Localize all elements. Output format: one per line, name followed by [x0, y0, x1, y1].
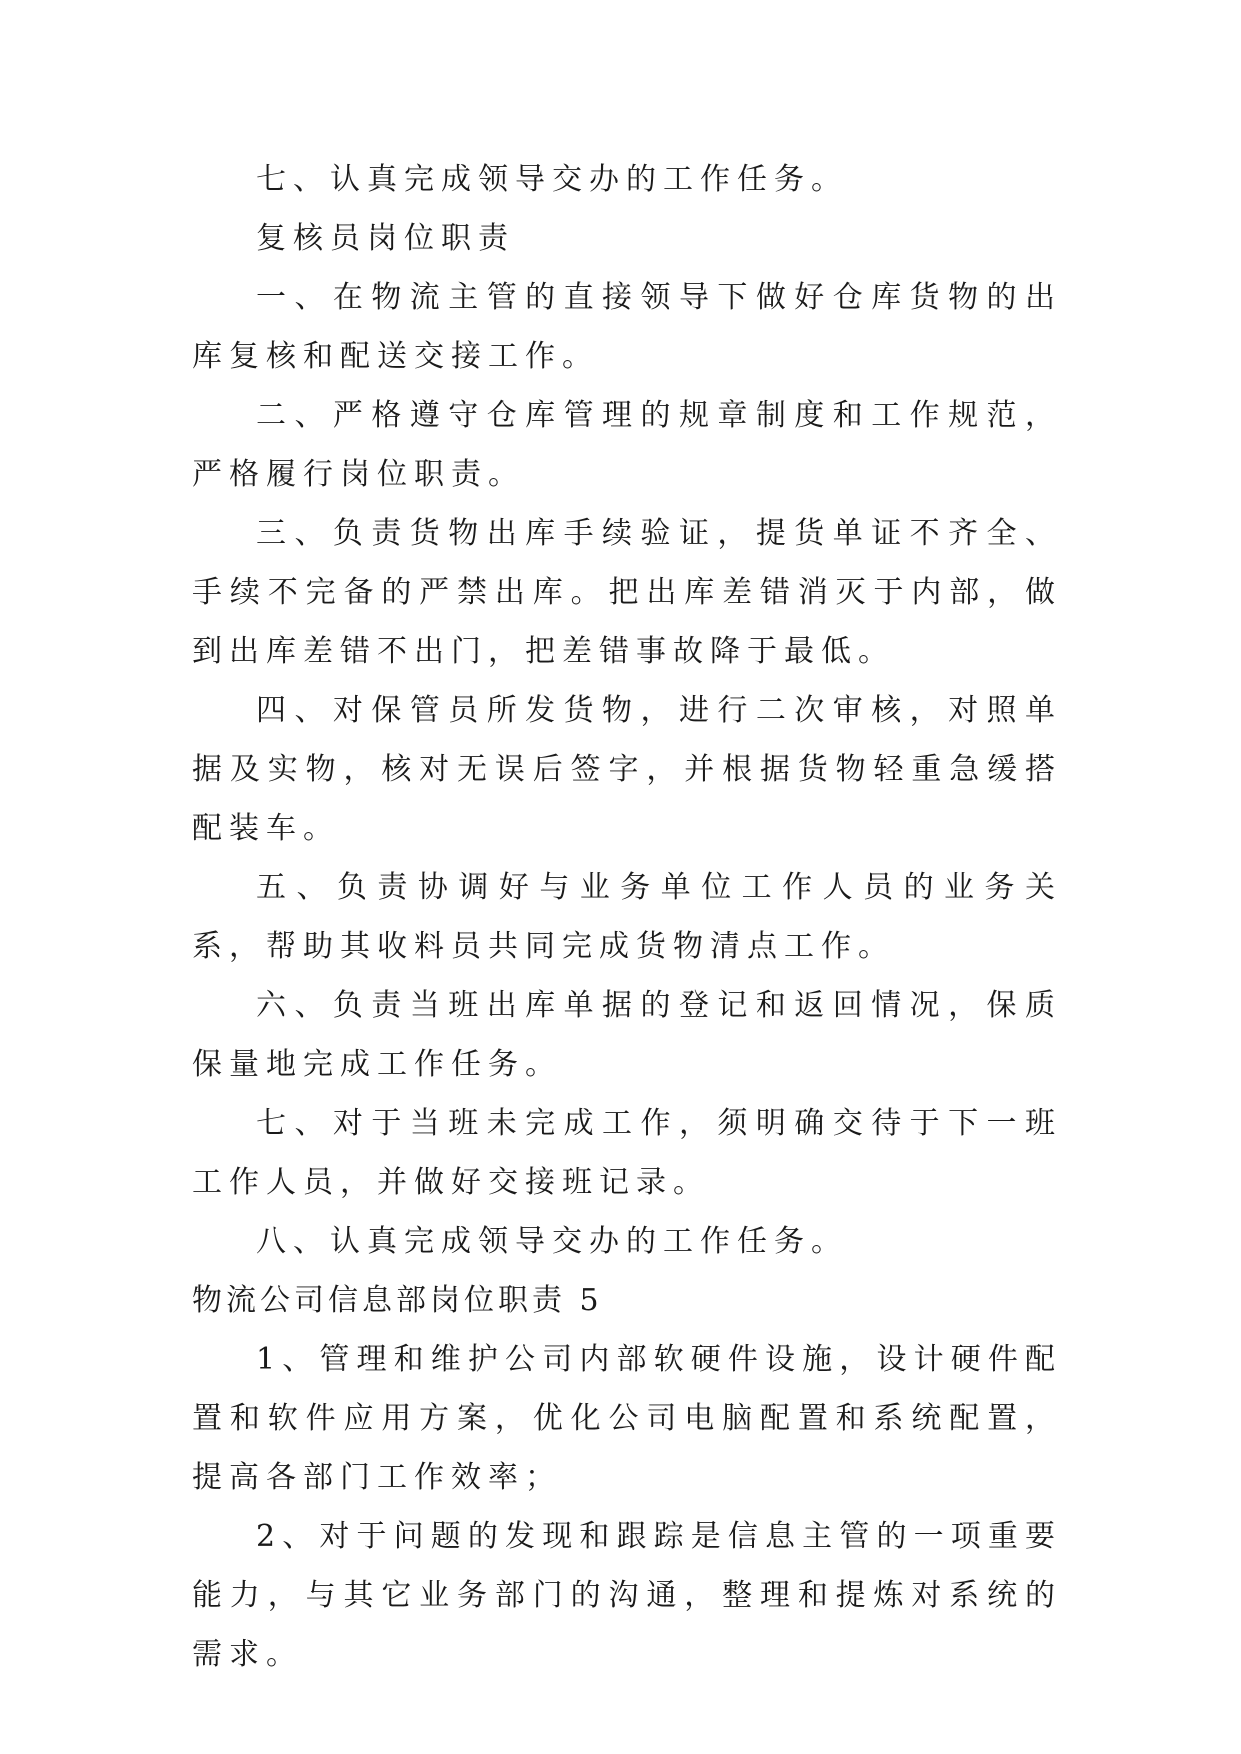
paragraph-item-five: 五、负责协调好与业务单位工作人员的业务关系，帮助其收料员共同完成货物清点工作。: [192, 870, 1062, 964]
paragraph-item-three: 三、负责货物出库手续验证，提货单证不齐全、手续不完备的严禁出库。把出库差错消灭于内部，做到出库差错不出门，把差错事故降于最低。: [192, 516, 1062, 669]
paragraph-info-item-two: 2、对于问题的发现和跟踪是信息主管的一项重要能力，与其它业务部门的沟通，整理和提炼对系统的需求。: [192, 1519, 1062, 1672]
document-page: [192, 150, 1062, 1684]
paragraph-item-two: 二、严格遵守仓库管理的规章制度和工作规范，严格履行岗位职责。: [192, 398, 1062, 492]
section-heading-info-dept-duties: 物流公司信息部岗位职责 5: [192, 1283, 603, 1318]
paragraph-item-one: 一、在物流主管的直接领导下做好仓库货物的出库复核和配送交接工作。: [192, 280, 1062, 374]
paragraph-info-item-one: 1、管理和维护公司内部软硬件设施，设计硬件配置和软件应用方案，优化公司电脑配置和系统配置，提高各部门工作效率；: [192, 1342, 1062, 1495]
section-heading-reviewer-duties: 复核员岗位职责: [256, 221, 515, 256]
paragraph-item-eight: 八、认真完成领导交办的工作任务。: [256, 1224, 848, 1259]
paragraph-item-six: 六、负责当班出库单据的登记和返回情况，保质保量地完成工作任务。: [192, 988, 1062, 1082]
paragraph-task-seven: 七、认真完成领导交办的工作任务。: [256, 162, 848, 197]
paragraph-item-seven: 七、对于当班未完成工作，须明确交待于下一班工作人员，并做好交接班记录。: [192, 1106, 1062, 1200]
paragraph-item-four: 四、对保管员所发货物，进行二次审核，对照单据及实物，核对无误后签字，并根据货物轻重急缓搭配装车。: [192, 693, 1062, 846]
